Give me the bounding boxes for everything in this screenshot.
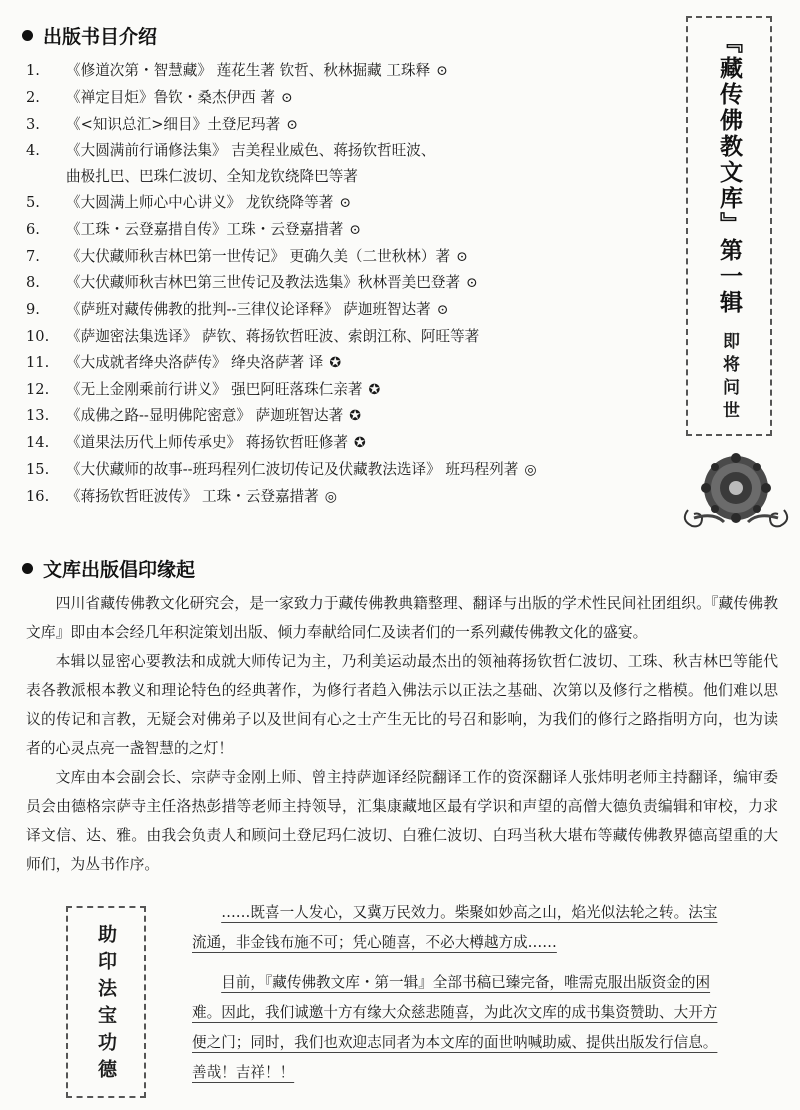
section-heading-books [22, 22, 157, 49]
status-mark-icon: ⊙ [349, 221, 362, 238]
status-mark-icon: ⊙ [339, 194, 352, 211]
book-number: 14. [26, 434, 50, 452]
book-text [66, 244, 666, 271]
book-item [26, 217, 666, 244]
book-text [66, 85, 666, 112]
status-mark-icon: ✪ [329, 354, 342, 371]
book-number: 1. [26, 62, 40, 79]
book-number: 5. [26, 193, 40, 211]
appeal-quote: ……既喜一人发心，又冀万民效力。柴聚如妙高之山，焰光似法轮之转。法宝流通，非金钱布施不可；凭心随喜，不必大樽越方成…… [192, 904, 718, 951]
book-line: 《萨班对藏传佛教的批判--三律仪论译释》 萨迦班智达著 [66, 301, 431, 319]
book-number: 11. [26, 353, 50, 371]
status-mark-icon: ✪ [353, 435, 366, 452]
book-text [66, 112, 666, 139]
book-text [66, 430, 666, 457]
bullet-icon [22, 563, 33, 574]
book-number: 15. [26, 460, 50, 478]
book-text [66, 324, 666, 350]
book-number: 13. [26, 407, 50, 425]
book-line: 《萨迦密法集选译》 萨钦、蒋扬钦哲旺波、索朗江称、阿旺等著 [66, 327, 480, 345]
book-line: 《蒋扬钦哲旺波传》 工珠・云登嘉措著 [66, 487, 319, 505]
book-line: 《成佛之路--显明佛陀密意》 萨迦班智达著 [66, 407, 344, 425]
book-line: 《大伏藏师的故事--班玛程列仁波切传记及伏藏教法选译》 班玛程列著 [66, 460, 519, 478]
status-mark-icon: ◎ [524, 461, 537, 478]
book-line: 《大成就者绛央洛萨传》 绛央洛萨著 译 [66, 353, 324, 371]
intro-paragraph: 本辑以显密心要教法和成就大师传记为主，乃利美运动最杰出的领袖蒋扬钦哲仁波切、工珠、秋吉林巴等能代表各教派根本教义和理论特色的经典著作，为修行者趋入佛法示以正法之基础、次第以及修行之楷模。他们难以思议的传记和言教，无疑会对佛弟子以及世间有心之士产生无比的号召和影响，为我们的修行之路指明方向，也为读者的心灵点亮一盏智慧的之灯！ [26, 653, 778, 757]
book-item [26, 430, 666, 457]
book-item [26, 164, 666, 190]
status-mark-icon: ⊙ [466, 275, 478, 292]
book-line: 《大伏藏师秋吉林巴第三世传记及教法选集》秋林晋美巴登著 [66, 274, 461, 292]
book-line: 《无上金刚乘前行讲义》 强巴阿旺落珠仁亲著 [66, 380, 363, 398]
book-line: 《大圆满上师心中心讲义》 龙钦绕降等著 [66, 193, 334, 211]
status-mark-icon: ⊙ [436, 63, 448, 79]
book-item [26, 85, 666, 112]
status-mark-icon: ✪ [349, 408, 361, 425]
section-title: 出版书目介绍 [43, 26, 158, 48]
book-number: 6. [26, 220, 40, 238]
book-text [66, 350, 666, 377]
status-mark-icon: ⊙ [286, 116, 298, 133]
book-item [26, 297, 666, 324]
coming-soon-label: 即将问世 [719, 332, 739, 424]
book-item [26, 403, 666, 430]
book-list [26, 58, 666, 511]
appeal-paragraph [192, 968, 724, 1088]
book-text [66, 164, 666, 190]
book-item [26, 377, 666, 404]
status-mark-icon: ⊙ [456, 248, 468, 265]
status-mark-icon: ◎ [324, 488, 337, 505]
dharma-wheel-emblem-icon [680, 448, 792, 538]
book-line: 《工珠・云登嘉措自传》工珠・云登嘉措著 [66, 220, 344, 238]
book-line: 《<知识总汇>细目》土登尼玛著 [66, 115, 281, 133]
book-item [26, 58, 666, 85]
section-heading-origin [22, 555, 195, 582]
book-number: 8. [26, 274, 40, 292]
book-number: 9. [26, 301, 40, 319]
section-title: 文库出版倡印缘起 [43, 559, 196, 581]
merit-box [66, 906, 146, 1098]
book-item [26, 190, 666, 217]
book-number: 10. [26, 327, 50, 345]
book-text [66, 484, 666, 511]
series-title: 『藏传佛教文库』第一辑 [716, 30, 743, 316]
book-item [26, 270, 666, 297]
status-mark-icon: ✪ [368, 381, 381, 398]
book-item [26, 457, 666, 484]
book-line: 《大伏藏师秋吉林巴第一世传记》 更确久美（二世秋林）著 [66, 247, 451, 265]
bullet-icon [22, 30, 33, 41]
intro-text [26, 589, 778, 879]
book-line: 《禅定目炬》鲁钦・桑杰伊西 著 [66, 88, 275, 106]
book-text [66, 58, 666, 85]
appeal-paragraph [192, 898, 724, 958]
book-number: 7. [26, 247, 40, 265]
announcement-box [686, 16, 772, 436]
merit-title: 助印法宝功德 [95, 924, 117, 1086]
status-mark-icon: ⊙ [280, 89, 293, 106]
book-item [26, 324, 666, 350]
book-number: 2. [26, 88, 40, 106]
book-text [66, 138, 666, 164]
book-text [66, 377, 666, 404]
book-item [26, 244, 666, 271]
appeal-text [192, 898, 724, 1098]
intro-paragraph: 四川省藏传佛教文化研究会，是一家致力于藏传佛教典籍整理、翻译与出版的学术性民间社团组织。『藏传佛教文库』即由本会经几年积淀策划出版、倾力奉献给同仁及读者们的一系列藏传佛教文化的盛宴。 [26, 595, 778, 641]
book-text [66, 190, 666, 217]
book-number: 4. [26, 142, 40, 160]
appeal-body: 目前，『藏传佛教文库・第一辑』全部书稿已臻完备，唯需克服出版资金的困难。因此，我们诚邀十方有缘大众慈悲随喜，为此次文库的成书集资赞助、大开方便之门；同时，我们也欢迎志同者为本文库的面世呐喊助威、提供出版发行信息。善哉！吉祥！！ [192, 974, 718, 1081]
status-mark-icon: ⊙ [436, 302, 449, 319]
book-item [26, 350, 666, 377]
book-text [66, 217, 666, 244]
book-number: 12. [26, 380, 50, 398]
intro-paragraph: 文库由本会副会长、宗萨寺金刚上师、曾主持萨迦译经院翻译工作的资深翻译人张炜明老师主持翻译，编审委员会由德格宗萨寺主任洛热彭措等老师主持领导，汇集康藏地区最有学识和声望的高僧大德负责编辑和审校，力求译文信、达、雅。由我会负责人和顾问土登尼玛仁波切、白雅仁波切、白玛当秋大堪布等藏传佛教界德高望重的大师们，为丛书作序。 [26, 769, 778, 873]
book-item [26, 138, 666, 164]
book-item [26, 484, 666, 511]
book-number: 3. [26, 115, 40, 133]
book-item [26, 112, 666, 139]
book-line: 曲极扎巴、巴珠仁波切、全知龙钦绕降巴等著 [66, 168, 358, 186]
book-line: 《道果法历代上师传承史》 蒋扬钦哲旺修著 [66, 434, 348, 452]
book-text [66, 270, 666, 297]
book-line: 《大圆满前行诵修法集》 吉美程业威色、蒋扬钦哲旺波、 [66, 142, 436, 160]
book-line: 《修道次第・智慧藏》 莲花生著 钦哲、秋林掘藏 工珠释 [66, 62, 431, 79]
book-text [66, 457, 666, 484]
book-text [66, 403, 666, 430]
book-text [66, 297, 666, 324]
book-number: 16. [26, 487, 50, 505]
